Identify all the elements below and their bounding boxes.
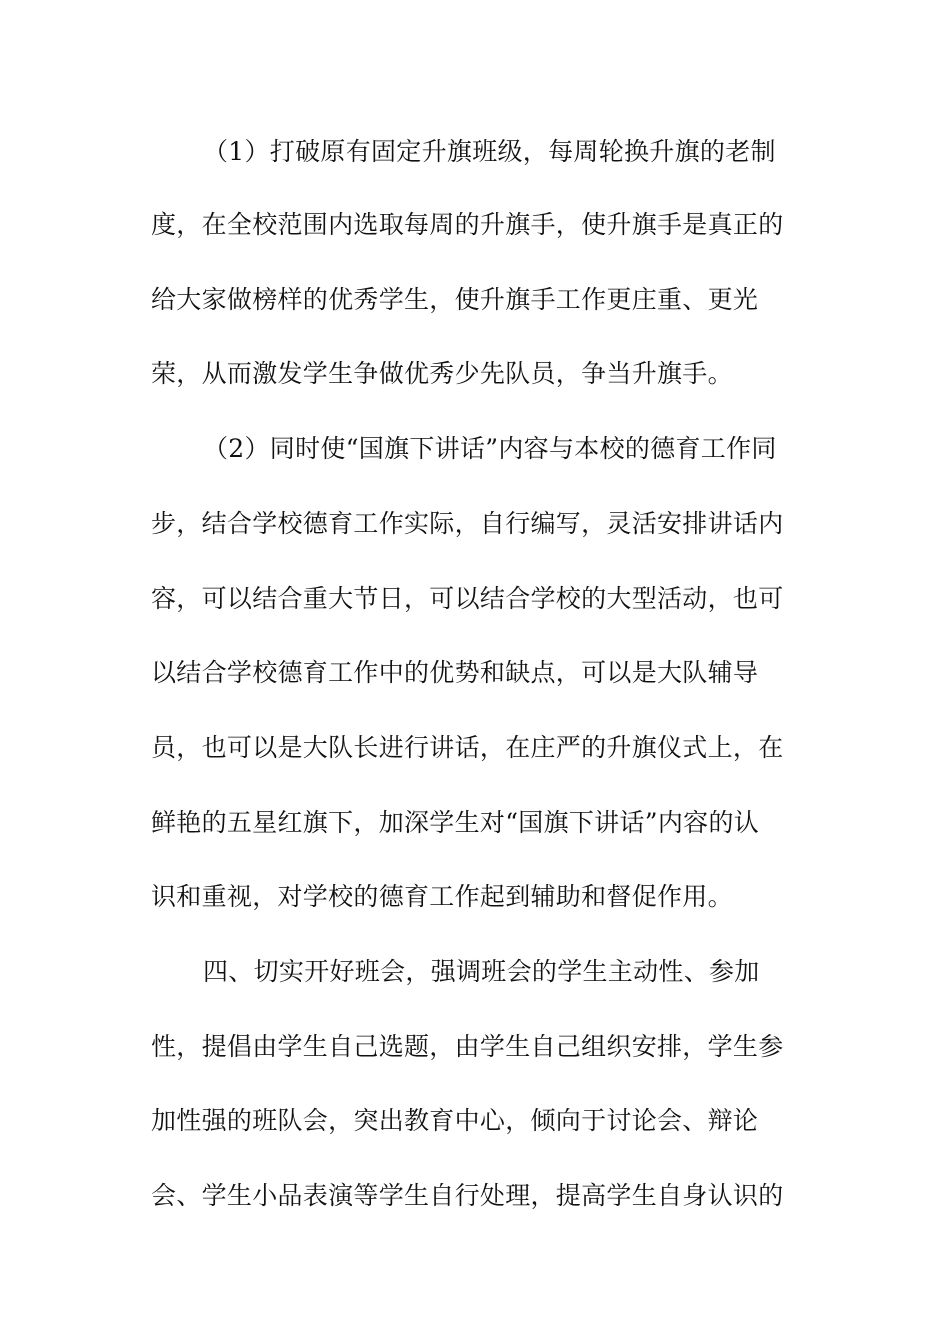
- paragraph-2-line-2: 步，结合学校德育工作实际，自行编写，灵活安排讲话内: [151, 509, 784, 538]
- paragraph-2-line-7: 识和重视，对学校的德育工作起到辅助和督促作用。: [151, 882, 733, 911]
- paragraph-1-line-1: （1）打破原有固定升旗班级，每周轮换升旗的老制: [203, 137, 776, 166]
- paragraph-2-line-4: 以结合学校德育工作中的优势和缺点，可以是大队辅导: [151, 658, 759, 687]
- paragraph-2-line-5: 员，也可以是大队长进行讲话，在庄严的升旗仪式上，在: [151, 733, 784, 762]
- paragraph-3-line-2: 性，提倡由学生自己选题，由学生自己组织安排，学生参: [151, 1032, 784, 1061]
- paragraph-2-line-6: 鲜艳的五星红旗下，加深学生对“国旗下讲话”内容的认: [151, 808, 760, 837]
- paragraph-1-line-4: 荣，从而激发学生争做优秀少先队员，争当升旗手。: [151, 359, 733, 388]
- paragraph-1-line-2: 度，在全校范围内选取每周的升旗手，使升旗手是真正的: [151, 210, 784, 239]
- paragraph-3-line-1: 四、切实开好班会，强调班会的学生主动性、参加: [203, 957, 760, 986]
- paragraph-3-line-4: 会、学生小品表演等学生自行处理，提高学生自身认识的: [151, 1181, 784, 1210]
- paragraph-2-line-3: 容，可以结合重大节日，可以结合学校的大型活动，也可: [151, 584, 784, 613]
- paragraph-2-line-1: （2）同时使“国旗下讲话”内容与本校的德育工作同: [203, 434, 777, 463]
- paragraph-1-line-3: 给大家做榜样的优秀学生，使升旗手工作更庄重、更光: [151, 285, 759, 314]
- paragraph-3-line-3: 加性强的班队会，突出教育中心，倾向于讨论会、辩论: [151, 1106, 759, 1135]
